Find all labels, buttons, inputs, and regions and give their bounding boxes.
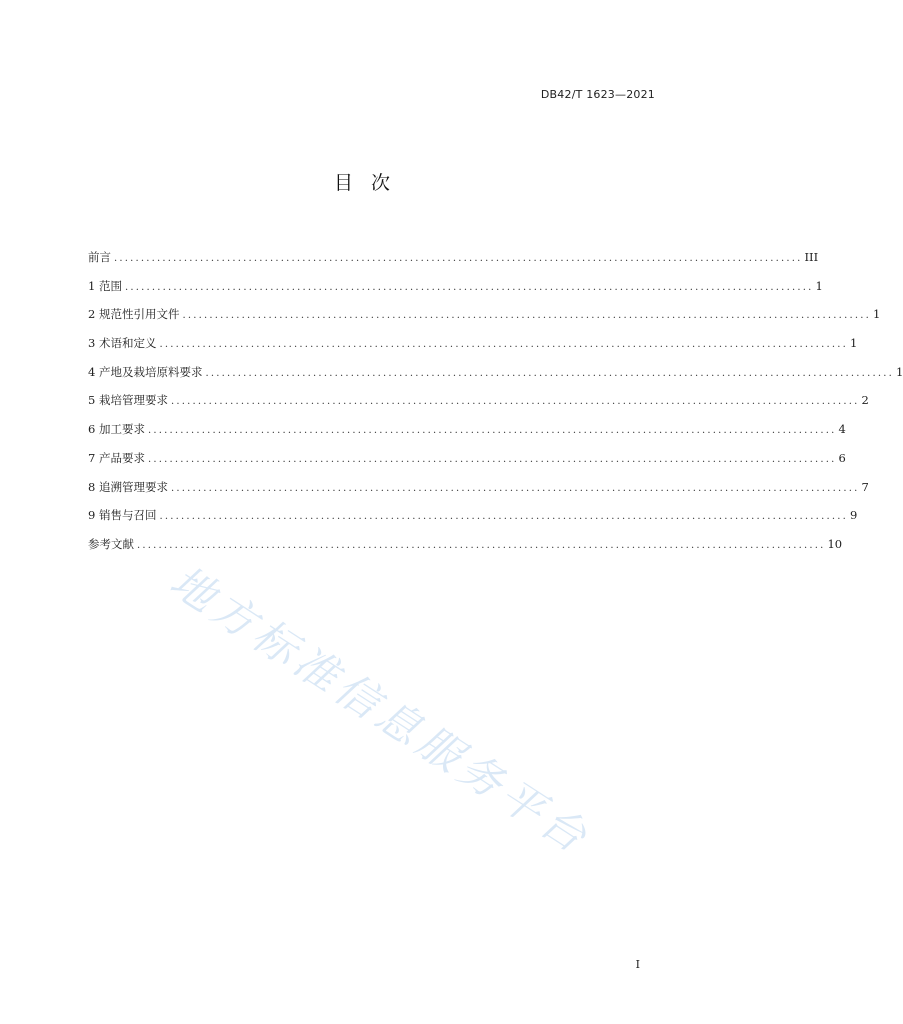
toc-item-page: 2 [861,393,869,408]
toc-item-bibliography[interactable] [88,533,843,562]
toc-leader-dots: ................................................................................................................................ [114,253,803,264]
toc-item-page: 1 [872,307,881,322]
toc-item-label: 6 加工要求 [88,422,145,437]
toc-item-label: 7 产品要求 [88,450,145,465]
toc-item-normative-references[interactable] [88,303,881,332]
toc-leader-dots: ................................................................................................................................ [124,281,814,293]
toc-leader-dots: ................................................................................................................................ [137,539,826,551]
toc-leader-dots: ................................................................................................................................ [170,482,860,494]
toc-item-label: 5 栽培管理要求 [88,393,168,408]
toc-item-page: 1 [895,364,903,379]
table-of-contents [88,246,903,562]
toc-leader-dots: ................................................................................................................................ [205,367,894,379]
toc-item-label: 1 范围 [88,278,122,293]
toc-item-page: 1 [815,278,823,293]
toc-item-label: 参考文献 [88,536,134,551]
toc-item-product[interactable] [88,447,846,476]
toc-item-page: 7 [861,479,869,494]
toc-item-page: 9 [849,508,858,523]
toc-item-label: 前言 [88,250,111,264]
toc-item-page: 10 [827,536,843,551]
toc-item-scope[interactable] [88,275,823,304]
toc-leader-dots: ................................................................................................................................ [147,425,837,437]
toc-item-foreword[interactable] [88,246,819,275]
toc-item-traceability[interactable] [88,476,869,505]
toc-item-page: 6 [838,450,846,465]
toc-item-page: 4 [838,422,846,437]
toc-leader-dots: ................................................................................................................................ [159,339,848,351]
toc-item-sales-recall[interactable] [88,504,858,533]
toc-item-page: 1 [849,336,858,351]
toc-leader-dots: ................................................................................................................................ [182,310,871,322]
page-number: I [635,958,640,971]
toc-item-label: 9 销售与召回 [88,508,157,523]
toc-item-terms-definitions[interactable] [88,332,858,361]
toc-item-processing[interactable] [88,418,846,447]
document-code: DB42/T 1623—2021 [540,88,655,101]
toc-leader-dots: ................................................................................................................................ [170,396,860,408]
watermark: 地方标准信息服务平台 [161,556,600,866]
toc-item-label: 4 产地及栽培原料要求 [88,364,203,379]
toc-item-cultivation-management[interactable] [88,389,869,418]
page-title: 目次 [333,172,408,194]
toc-item-page: III [804,250,819,264]
toc-item-label: 2 规范性引用文件 [88,307,180,322]
toc-item-label: 3 术语和定义 [88,336,157,351]
toc-leader-dots: ................................................................................................................................ [147,453,837,465]
toc-leader-dots: ................................................................................................................................ [159,511,848,523]
toc-item-origin-requirements[interactable] [88,361,903,390]
toc-item-label: 8 追溯管理要求 [88,479,168,494]
